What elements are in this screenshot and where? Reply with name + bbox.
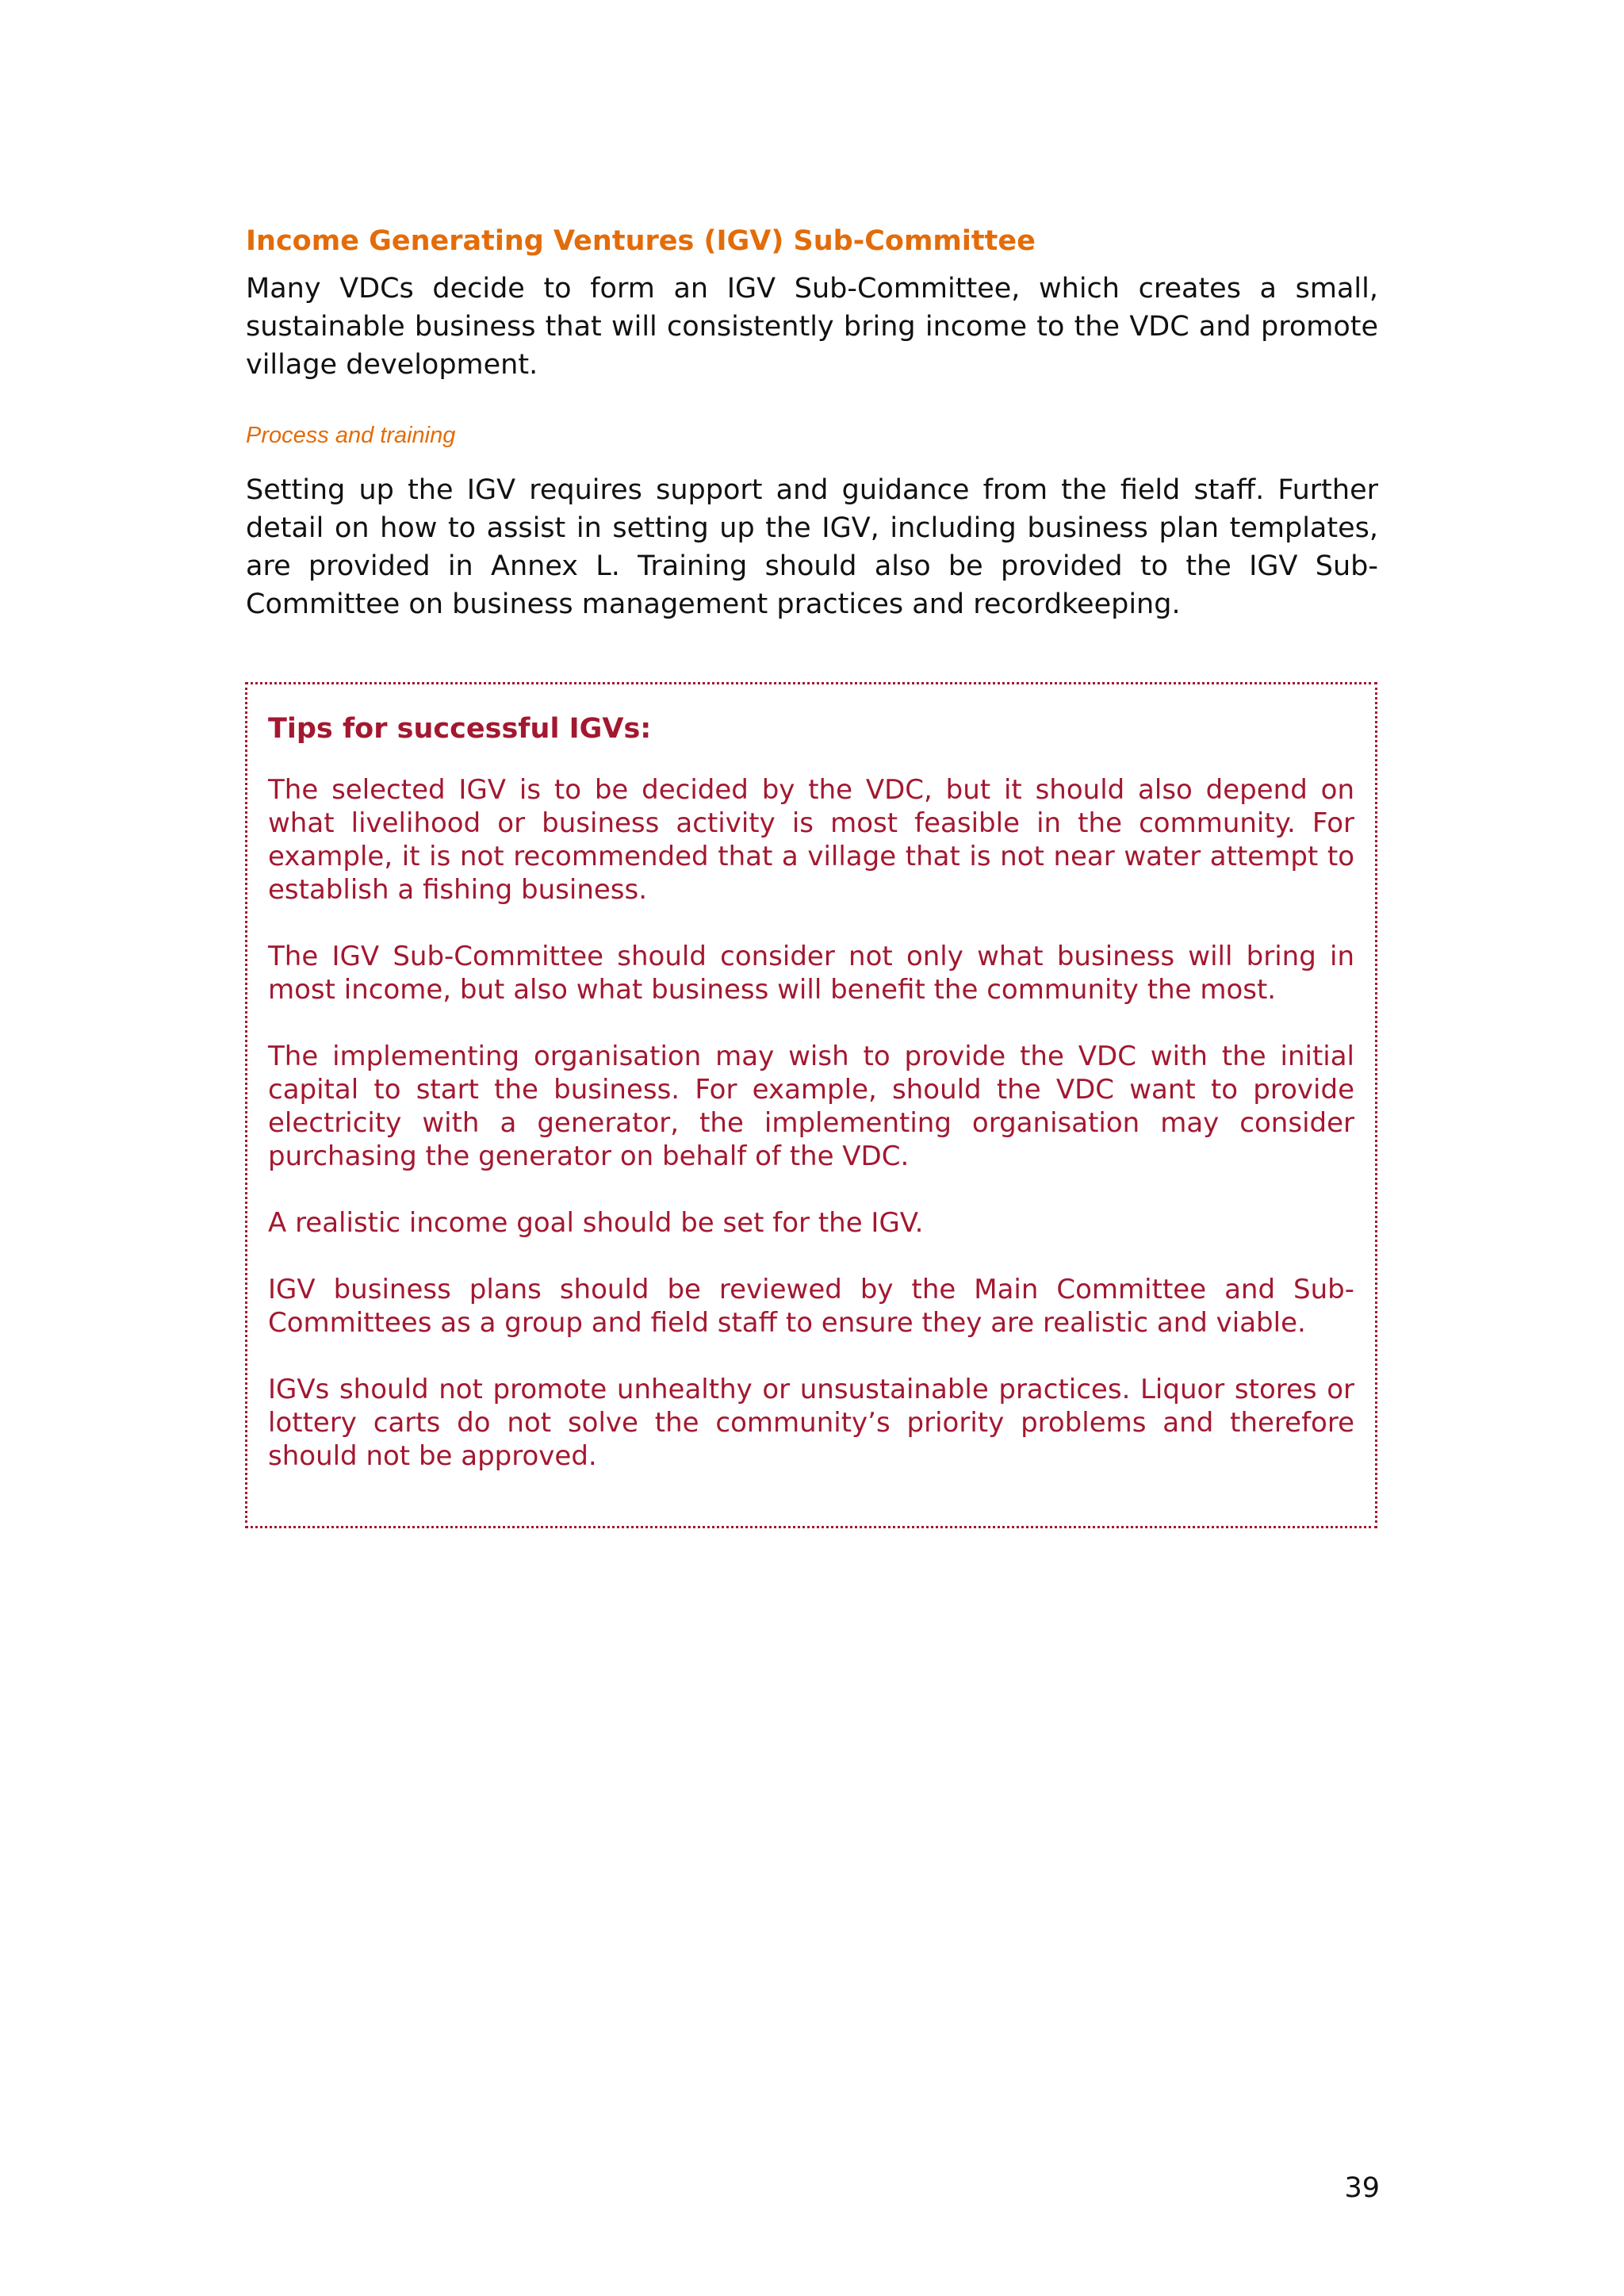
page-number: 39 (1344, 2172, 1380, 2204)
tips-box (245, 682, 1377, 1528)
tips-title: Tips for successful IGVs: (268, 713, 652, 745)
sub-heading: Process and training (246, 423, 456, 448)
tip-item: IGV business plans should be reviewed by the Main Committee and Sub-Committees as a group and field staff to ensure they are realistic and viable. (268, 1274, 1354, 1339)
section-heading: Income Generating Ventures (IGV) Sub-Committee (246, 225, 1036, 257)
tip-item: The selected IGV is to be decided by the VDC, but it should also depend on what livelihood or business activity is most feasible in the community. For example, it is not recommended that a village that is not near water attempt to establish a fishing business. (268, 774, 1354, 906)
main-content (246, 224, 1378, 623)
tip-item: The implementing organisation may wish to provide the VDC with the initial capital to start the business. For example, should the VDC want to provide electricity with a generator, the implementing organisation may consider purchasing the generator on behalf of the VDC. (268, 1041, 1354, 1172)
tip-item: The IGV Sub-Committee should consider not only what business will bring in most income, but also what business will benefit the community the most. (268, 941, 1354, 1006)
tip-item: A realistic income goal should be set for the IGV. (268, 1207, 924, 1239)
tip-item: IGVs should not promote unhealthy or unsustainable practices. Liquor stores or lottery carts do not solve the community’s priority problems and therefore should not be approved. (268, 1374, 1354, 1472)
process-paragraph: Setting up the IGV requires support and guidance from the field staff. Further detail on how to assist in setting up the IGV, including business plan templates, are provided in Annex L. Training should also be provided to the IGV Sub-Committee on business management practices and recordkeeping. (246, 474, 1378, 620)
intro-paragraph: Many VDCs decide to form an IGV Sub-Committee, which creates a small, sustainable business that will consistently bring income to the VDC and promote village development. (246, 273, 1378, 381)
